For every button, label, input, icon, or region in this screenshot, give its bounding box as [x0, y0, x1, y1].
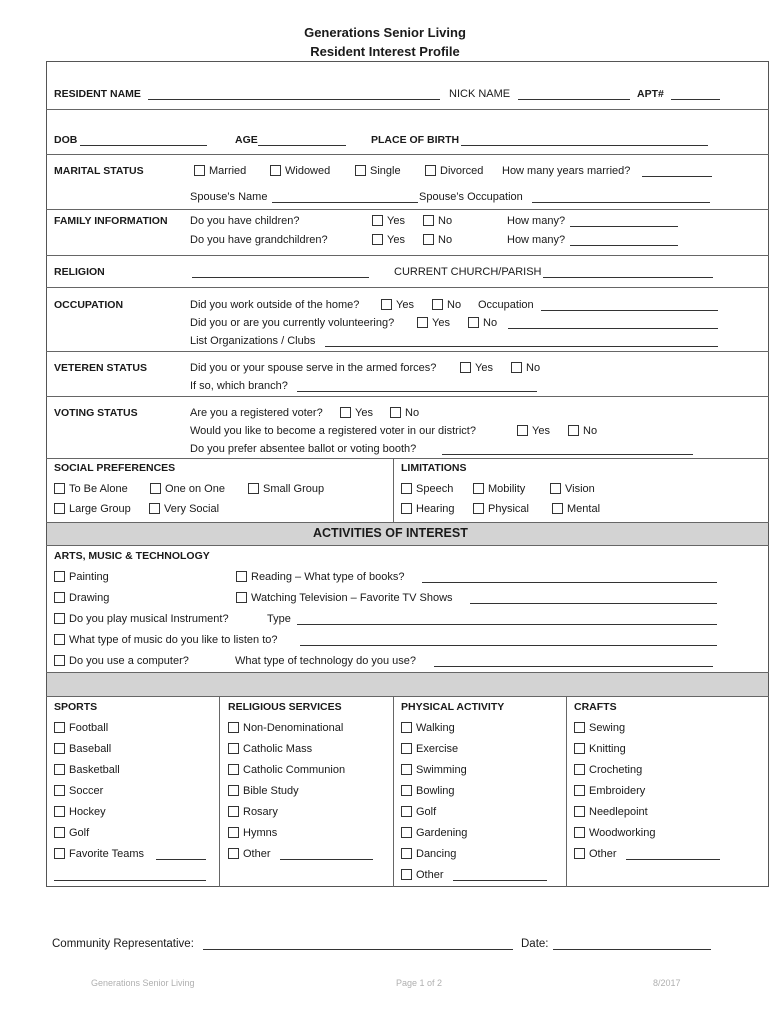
checkbox[interactable] [54, 613, 65, 624]
checkbox[interactable] [468, 317, 479, 328]
divider [46, 545, 769, 546]
list-item[interactable]: Football [54, 721, 108, 735]
vision-option[interactable]: Vision [550, 482, 595, 496]
divider [393, 458, 394, 522]
volunteering-yes[interactable]: Yes [417, 316, 450, 330]
date-field[interactable] [553, 938, 711, 950]
music-field[interactable] [300, 634, 717, 646]
checkbox[interactable] [54, 571, 65, 582]
children-yes[interactable]: Yes [372, 214, 405, 228]
crafts-other-field[interactable] [626, 848, 720, 860]
checkbox[interactable] [423, 215, 434, 226]
checkbox[interactable] [54, 785, 65, 796]
list-item[interactable]: Exercise [401, 742, 458, 756]
checkbox[interactable] [149, 503, 160, 514]
list-item[interactable]: Golf [401, 805, 436, 819]
drawing-option[interactable]: Drawing [54, 591, 109, 605]
voting-status-label: VOTING STATUS [54, 407, 138, 419]
checkbox[interactable] [54, 743, 65, 754]
checkbox[interactable] [248, 483, 259, 494]
checkbox[interactable] [423, 234, 434, 245]
technology-label: What type of technology do you use? [235, 655, 417, 667]
list-item[interactable]: Bowling [401, 784, 455, 798]
list-item[interactable]: Other [228, 847, 271, 861]
years-married-label: How many years married? [502, 165, 631, 177]
list-item[interactable]: Catholic Mass [228, 742, 312, 756]
checkbox[interactable] [54, 634, 65, 645]
crafts-label: CRAFTS [574, 701, 617, 713]
religion-field[interactable] [192, 266, 369, 278]
apt-field[interactable] [671, 88, 720, 100]
become-voter-no[interactable]: No [568, 424, 597, 438]
checkbox[interactable] [473, 503, 484, 514]
organizations-label: List Organizations / Clubs [190, 335, 316, 347]
widowed-option[interactable]: Widowed [270, 164, 330, 178]
list-item[interactable]: Gardening [401, 826, 467, 840]
divider [219, 696, 220, 887]
religion-label: RELIGION [54, 266, 105, 278]
spouse-name-field[interactable] [272, 191, 418, 203]
divider [46, 396, 769, 397]
divorced-option[interactable]: Divorced [425, 164, 483, 178]
armed-forces-no[interactable]: No [511, 361, 540, 375]
computer-option[interactable]: Do you use a computer? [54, 654, 189, 668]
instrument-type-field[interactable] [297, 613, 717, 625]
checkbox[interactable] [401, 827, 412, 838]
list-item[interactable]: Favorite Teams [54, 847, 144, 861]
checkbox[interactable] [381, 299, 392, 310]
checkbox[interactable] [432, 299, 443, 310]
years-married-field[interactable] [642, 165, 712, 177]
religious-other-field[interactable] [280, 848, 373, 860]
nick-name-field[interactable] [518, 88, 630, 100]
community-representative-label: Community Representative: [52, 938, 194, 950]
veteran-status-label: VETEREN STATUS [54, 362, 147, 374]
list-item[interactable]: Hockey [54, 805, 106, 819]
dob-label: DOB [54, 134, 78, 146]
list-item[interactable]: Baseball [54, 742, 111, 756]
list-item[interactable]: Dancing [401, 847, 456, 861]
become-voter-yes[interactable]: Yes [517, 424, 550, 438]
physical-option[interactable]: Physical [473, 502, 529, 516]
grandchildren-how-many-label: How many? [507, 234, 566, 246]
list-item[interactable]: Crocheting [574, 763, 642, 777]
absentee-question: Do you prefer absentee ballot or voting booth? [190, 443, 417, 455]
date-label: Date: [521, 938, 549, 950]
spouse-name-label: Spouse’s Name [190, 191, 268, 203]
list-item[interactable]: Sewing [574, 721, 625, 735]
instrument-option[interactable]: Do you play musical Instrument? [54, 612, 229, 626]
place-of-birth-label: PLACE OF BIRTH [371, 134, 460, 146]
absentee-field[interactable] [442, 443, 693, 455]
small-group-option[interactable]: Small Group [248, 482, 324, 496]
checkbox[interactable] [401, 722, 412, 733]
checkbox[interactable] [574, 806, 585, 817]
children-how-many-label: How many? [507, 215, 566, 227]
checkbox[interactable] [355, 165, 366, 176]
sports-label: SPORTS [54, 701, 98, 713]
nick-name-label: NICK NAME [449, 88, 511, 100]
gray-band [47, 673, 768, 696]
reading-field[interactable] [422, 571, 717, 583]
list-item[interactable]: Swimming [401, 763, 467, 777]
checkbox[interactable] [54, 592, 65, 603]
one-on-one-option[interactable]: One on One [150, 482, 225, 496]
checkbox[interactable] [236, 571, 247, 582]
checkbox[interactable] [54, 827, 65, 838]
occupation-label: OCCUPATION [54, 299, 124, 311]
religious-services-label: RELIGIOUS SERVICES [228, 701, 342, 713]
children-no[interactable]: No [423, 214, 452, 228]
instrument-type-label: Type [267, 613, 291, 625]
checkbox[interactable] [574, 848, 585, 859]
list-item[interactable]: Hymns [228, 826, 277, 840]
checkbox[interactable] [574, 743, 585, 754]
form-title: Generations Senior Living [304, 25, 466, 40]
speech-option[interactable]: Speech [401, 482, 453, 496]
checkbox[interactable] [228, 785, 239, 796]
checkbox[interactable] [54, 848, 65, 859]
very-social-option[interactable]: Very Social [149, 502, 219, 516]
form-subtitle: Resident Interest Profile [310, 44, 460, 59]
checkbox[interactable] [574, 785, 585, 796]
music-option[interactable]: What type of music do you like to listen to? [54, 633, 278, 647]
checkbox[interactable] [473, 483, 484, 494]
checkbox[interactable] [401, 848, 412, 859]
physical-activity-label: PHYSICAL ACTIVITY [401, 701, 505, 713]
divider [393, 696, 394, 887]
checkbox[interactable] [236, 592, 247, 603]
technology-field[interactable] [434, 655, 713, 667]
checkbox[interactable] [54, 483, 65, 494]
television-option[interactable]: Watching Television – Favorite TV Shows [236, 591, 453, 605]
single-option[interactable]: Single [355, 164, 401, 178]
checkbox[interactable] [511, 362, 522, 373]
checkbox[interactable] [568, 425, 579, 436]
list-item[interactable]: Basketball [54, 763, 120, 777]
list-item[interactable]: Other [401, 868, 444, 882]
volunteering-no[interactable]: No [468, 316, 497, 330]
family-information-label: FAMILY INFORMATION [54, 215, 168, 227]
divider [46, 287, 769, 288]
list-item[interactable]: Embroidery [574, 784, 645, 798]
checkbox[interactable] [401, 869, 412, 880]
divider [46, 255, 769, 256]
favorite-teams-field[interactable] [156, 848, 206, 860]
checkbox[interactable] [517, 425, 528, 436]
checkbox[interactable] [552, 503, 563, 514]
dob-field[interactable] [80, 134, 207, 146]
checkbox[interactable] [574, 722, 585, 733]
spouse-occupation-field[interactable] [532, 191, 710, 203]
list-item[interactable]: Walking [401, 721, 455, 735]
checkbox[interactable] [390, 407, 401, 418]
become-voter-question: Would you like to become a registered voter in our district? [190, 425, 476, 437]
checkbox[interactable] [228, 743, 239, 754]
arts-music-technology-label: ARTS, MUSIC & TECHNOLOGY [54, 550, 210, 562]
apt-label: APT# [637, 88, 664, 100]
list-item[interactable]: Rosary [228, 805, 278, 819]
checkbox[interactable] [401, 764, 412, 775]
place-of-birth-field[interactable] [461, 134, 708, 146]
age-field[interactable] [258, 134, 346, 146]
checkbox[interactable] [574, 827, 585, 838]
checkbox[interactable] [425, 165, 436, 176]
to-be-alone-option[interactable]: To Be Alone [54, 482, 128, 496]
footer-page: Page 1 of 2 [396, 978, 443, 988]
checkbox[interactable] [574, 764, 585, 775]
checkbox[interactable] [401, 785, 412, 796]
divider [46, 209, 769, 210]
list-item[interactable]: Bible Study [228, 784, 299, 798]
registered-voter-yes[interactable]: Yes [340, 406, 373, 420]
grandchildren-no[interactable]: No [423, 233, 452, 247]
branch-field[interactable] [297, 380, 537, 392]
list-item[interactable]: Knitting [574, 742, 626, 756]
divider [46, 458, 769, 459]
list-item[interactable]: Catholic Communion [228, 763, 345, 777]
children-how-many-field[interactable] [570, 215, 678, 227]
checkbox[interactable] [372, 234, 383, 245]
list-item[interactable]: Woodworking [574, 826, 655, 840]
limitations-label: LIMITATIONS [401, 462, 467, 474]
checkbox[interactable] [460, 362, 471, 373]
volunteering-question: Did you or are you currently volunteering? [190, 317, 395, 329]
television-field[interactable] [470, 592, 717, 604]
divider [566, 696, 567, 887]
checkbox[interactable] [417, 317, 428, 328]
checkbox[interactable] [228, 848, 239, 859]
checkbox[interactable] [550, 483, 561, 494]
divider [46, 696, 769, 697]
list-item[interactable]: Soccer [54, 784, 103, 798]
activities-heading: ACTIVITIES OF INTEREST [313, 526, 468, 540]
checkbox[interactable] [54, 764, 65, 775]
grandchildren-how-many-field[interactable] [570, 234, 678, 246]
spouse-occupation-label: Spouse’s Occupation [419, 191, 523, 203]
checkbox[interactable] [150, 483, 161, 494]
registered-voter-no[interactable]: No [390, 406, 419, 420]
checkbox[interactable] [401, 806, 412, 817]
checkbox[interactable] [54, 655, 65, 666]
resident-name-field[interactable] [148, 88, 440, 100]
divider [46, 351, 769, 352]
checkbox[interactable] [401, 483, 412, 494]
list-item[interactable]: Golf [54, 826, 89, 840]
age-label: AGE [235, 134, 258, 146]
divider [46, 154, 769, 155]
volunteering-field[interactable] [508, 317, 718, 329]
armed-forces-question: Did you or your spouse serve in the armed forces? [190, 362, 437, 374]
checkbox[interactable] [54, 722, 65, 733]
registered-voter-question: Are you a registered voter? [190, 407, 323, 419]
occupation-field[interactable] [541, 299, 718, 311]
resident-name-label: RESIDENT NAME [54, 88, 141, 100]
mobility-option[interactable]: Mobility [473, 482, 525, 496]
footer-date: 8/2017 [653, 978, 681, 988]
list-item[interactable]: Other [574, 847, 617, 861]
list-item[interactable]: Non-Denominational [228, 721, 343, 735]
checkbox[interactable] [372, 215, 383, 226]
large-group-option[interactable]: Large Group [54, 502, 131, 516]
checkbox[interactable] [340, 407, 351, 418]
hearing-option[interactable]: Hearing [401, 502, 455, 516]
marital-status-label: MARITAL STATUS [54, 165, 144, 177]
married-option[interactable]: Married [194, 164, 246, 178]
divider [46, 109, 769, 110]
grandchildren-yes[interactable]: Yes [372, 233, 405, 247]
checkbox[interactable] [54, 503, 65, 514]
favorite-teams-field-2[interactable] [54, 869, 206, 881]
occupation-field-label: Occupation [478, 299, 534, 311]
branch-label: If so, which branch? [190, 380, 288, 392]
checkbox[interactable] [54, 806, 65, 817]
reading-option[interactable]: Reading – What type of books? [236, 570, 404, 584]
armed-forces-yes[interactable]: Yes [460, 361, 493, 375]
social-preferences-label: SOCIAL PREFERENCES [54, 462, 176, 474]
church-label: CURRENT CHURCH/PARISH [394, 266, 542, 278]
checkbox[interactable] [401, 743, 412, 754]
community-representative-field[interactable] [203, 938, 513, 950]
grandchildren-question: Do you have grandchildren? [190, 234, 328, 246]
work-outside-no[interactable]: No [432, 298, 461, 312]
mental-option[interactable]: Mental [552, 502, 600, 516]
physical-other-field[interactable] [453, 869, 547, 881]
checkbox[interactable] [228, 722, 239, 733]
checkbox[interactable] [228, 827, 239, 838]
church-field[interactable] [543, 266, 713, 278]
checkbox[interactable] [401, 503, 412, 514]
footer-left: Generations Senior Living [91, 978, 195, 988]
checkbox[interactable] [228, 806, 239, 817]
children-question: Do you have children? [190, 215, 300, 227]
checkbox[interactable] [194, 165, 205, 176]
painting-option[interactable]: Painting [54, 570, 109, 584]
work-outside-question: Did you work outside of the home? [190, 299, 360, 311]
work-outside-yes[interactable]: Yes [381, 298, 414, 312]
organizations-field[interactable] [325, 335, 718, 347]
checkbox[interactable] [270, 165, 281, 176]
checkbox[interactable] [228, 764, 239, 775]
list-item[interactable]: Needlepoint [574, 805, 648, 819]
